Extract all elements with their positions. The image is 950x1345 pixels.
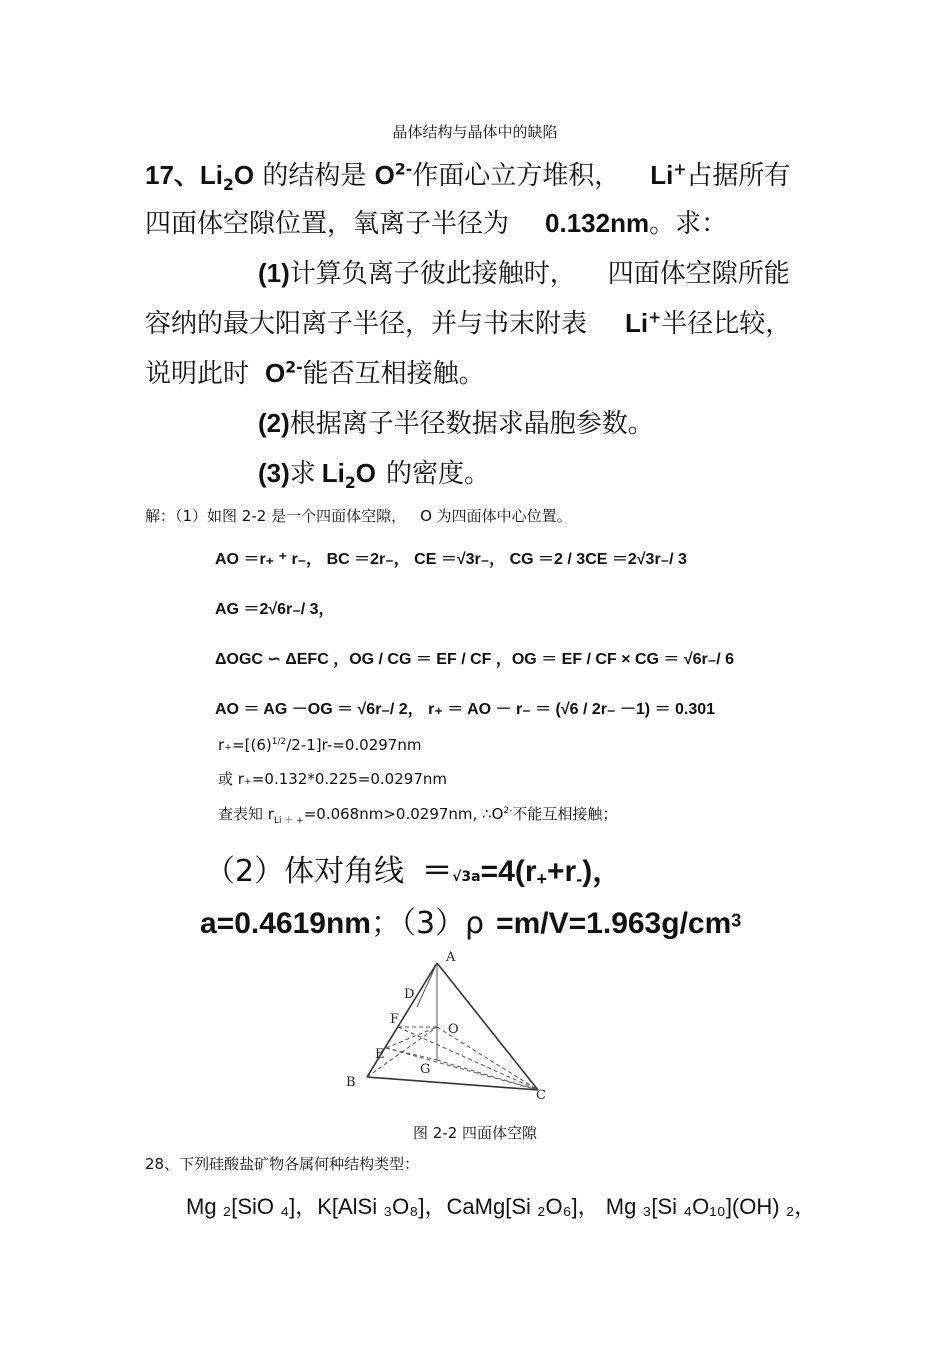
- label-o: O: [448, 1022, 459, 1037]
- label-d: D: [404, 987, 415, 1002]
- text: 的密度。: [386, 459, 491, 489]
- ion: Li: [625, 308, 649, 338]
- sqrt3a: √3a: [452, 869, 481, 885]
- equals: ＝: [422, 855, 453, 888]
- text: 的结构是: [254, 161, 375, 191]
- formula-part: O: [233, 160, 255, 190]
- figure-caption: 图 2-2 四面体空隙: [412, 1124, 538, 1142]
- label-e: E: [375, 1047, 385, 1062]
- line-ad: [417, 963, 437, 1007]
- charge: +: [648, 308, 662, 327]
- solution-intro: [145, 505, 572, 526]
- text: /2-1]r-=0.0297nm: [286, 736, 422, 754]
- equation-1: AO ＝r₊ ⁺ r₋， BC ＝2r₋， CE ＝√3r₋， CG ＝2 / 3CE ＝2√3r₋/ 3: [215, 551, 687, 568]
- text: +r: [547, 855, 577, 888]
- question-2: [258, 410, 654, 437]
- text: 。求：: [649, 209, 728, 239]
- text: （2）体对角线: [205, 854, 405, 889]
- ion: O: [265, 358, 286, 388]
- text: =4(r: [480, 855, 537, 888]
- charge: +: [673, 160, 687, 179]
- charge: 2-: [285, 358, 303, 377]
- text: O 为四面体中心位置。: [420, 507, 572, 525]
- label-f: F: [390, 1012, 400, 1027]
- dashed-eo: [386, 1027, 437, 1048]
- calculation-2: 或 r₊=0.132*0.225=0.0297nm: [218, 770, 447, 788]
- problem-28-title: 28、下列硅酸盐矿物各属何种结构类型：: [145, 1155, 420, 1173]
- label-g: G: [420, 1062, 431, 1077]
- formula-part: Li: [321, 458, 345, 488]
- tetrahedron-figure: [340, 945, 560, 1110]
- text: 占据所有: [686, 161, 791, 191]
- text: 能否互相接触。: [302, 359, 485, 389]
- text: r₊=[(6): [218, 736, 272, 754]
- dashed-eg: [386, 1048, 437, 1060]
- text: 求: [289, 459, 316, 489]
- sub: +: [536, 869, 548, 890]
- problem-number: 17、Li: [145, 160, 224, 190]
- text: 四面体空隙位置，氧离子半径为: [145, 209, 510, 239]
- edge-bc: [367, 1077, 538, 1090]
- sub: 2: [223, 176, 234, 195]
- text: 容纳的最大阳离子半径，并与书末附表: [145, 309, 588, 339]
- sub: -: [576, 869, 583, 890]
- ion: O: [374, 160, 395, 190]
- text: 计算负离子彼此接触时，: [289, 259, 576, 289]
- text: 四面体空隙所能: [607, 259, 790, 289]
- text: =0.068nm>0.0297nm, ∴O: [303, 805, 504, 823]
- radius-value: 0.132nm: [545, 208, 650, 238]
- subscript: Li ＋ +: [273, 816, 304, 826]
- equation-2: AG ＝2√6r₋/ 3，: [215, 601, 335, 618]
- text: 说明此时: [145, 359, 250, 389]
- text: 作面心立方堆积，: [412, 161, 621, 191]
- text: 根据离子半径数据求晶胞参数。: [289, 409, 654, 439]
- text: 不能互相接触；: [512, 805, 618, 823]
- exponent: 1/2: [271, 737, 287, 747]
- problem-17-line-1: [145, 162, 790, 194]
- question-3: [258, 460, 490, 492]
- text: ；（3）ρ: [370, 906, 485, 941]
- question-number: (1): [258, 258, 290, 288]
- density-value: =m/V=1.963g/cm: [496, 907, 732, 940]
- text: 解：（1）如图 2-2 是一个四面体空隙，: [145, 507, 407, 525]
- problem-17-line-2: [145, 210, 727, 237]
- text: 半径比较，: [661, 309, 792, 339]
- problem-28-formulas: Mg ₂[SiO ₄]，K[AlSi ₃O₈]，CaMg[Si ₂O₆]， Mg ₃[Si ₄O₁₀](OH) ₂，: [186, 1194, 817, 1219]
- label-a: A: [446, 950, 456, 965]
- question-1-line-3: [145, 360, 485, 387]
- formula-part: O: [355, 458, 376, 488]
- charge: 2-: [394, 160, 413, 179]
- label-b: B: [346, 1075, 356, 1090]
- sub: 2: [344, 474, 356, 493]
- equation-4: AO ＝ AG －OG ＝ √6r₋/ 2， r₊ ＝ AO － r₋ ＝ (√6 / 2r₋ －1) ＝ 0.301: [215, 701, 716, 718]
- part-3-line: [200, 898, 741, 942]
- page-header: 晶体结构与晶体中的缺陷: [392, 123, 558, 141]
- part-2-line: [205, 846, 622, 890]
- text: 查表知 r: [218, 805, 274, 823]
- question-number: (3): [258, 458, 290, 488]
- charge: 2-: [503, 806, 513, 816]
- ion: Li: [650, 160, 674, 190]
- calculation-3: [218, 803, 617, 826]
- lattice-parameter: a=0.4619nm: [200, 907, 371, 940]
- exponent: 3: [731, 910, 742, 931]
- question-1-line-2: [145, 310, 791, 337]
- equation-3: ΔOGC ∽ ΔEFC ，OG / CG ＝ EF / CF ，OG ＝ EF / CF × CG ＝ √6r₋/ 6: [215, 651, 735, 668]
- text: )，: [582, 855, 623, 888]
- question-number: (2): [258, 408, 290, 438]
- calculation-1: [218, 736, 421, 754]
- question-1-line-1: [258, 260, 790, 287]
- label-c: C: [536, 1088, 546, 1103]
